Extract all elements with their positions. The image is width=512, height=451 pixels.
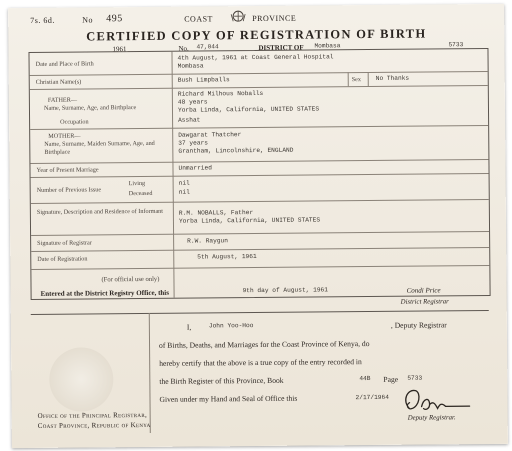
mother-name: Dawgarat Thatcher [178,131,242,139]
condi-price: Condi Price [406,286,441,295]
marriage-label: Year of Present Marriage [36,166,99,174]
mother-age: 37 years [178,139,209,147]
official-use-note: (For official use only) [101,275,160,284]
office-line-1: Office of the Principal Registrar, [37,410,148,420]
living-value: nil [178,179,190,187]
year: 1961 [112,45,127,54]
informant-label: Signature, Description and Residence of Informant [36,207,164,216]
document-title: CERTIFIED COPY OF REGISTRATION OF BIRTH [86,26,427,44]
form-fee: 7s. 6d. [30,15,55,25]
deceased-label: Deceased [128,189,153,198]
deceased-value: nil [178,188,190,196]
occupation-label: Occupation [60,118,89,126]
mother-label: Name, Surname, Maiden Surname, Age, and Birthplace [44,139,155,156]
occupation-value: Asshat [178,116,201,124]
cert-line-5: Given under my Hand and Seal of Office this [159,393,298,404]
date-place-value-2: Mombasa [177,62,204,70]
cert-line-4: the Birth Register of this Province, Book [159,375,284,386]
serial-number: 495 [106,13,123,25]
mother-heading: MOTHER— [48,132,81,140]
page-label: Page [383,374,399,384]
birth-certificate [8,4,508,448]
book-number: 44B [359,375,371,383]
entry-number: 47,044 [196,43,219,51]
given-date: 2/17/1964 [355,393,389,402]
father-heading: FATHER— [47,96,78,104]
divider [31,310,489,315]
informant-value: R.M. NOBALLS, Father [178,209,254,217]
district-registrar-label: District Registrar [400,298,449,306]
father-label: Name, Surname, Age, and Birthplace [43,104,137,112]
serial-prefix: No [82,15,94,25]
entered-text: Entered at the District Registry Office, this [40,288,169,298]
living-label: Living [128,179,146,188]
mother-birthplace: Grantham, Lincolnshire, ENGLAND [178,146,294,155]
registrar-value: R.W. Raygun [187,237,229,245]
deputy-signature [399,382,471,417]
sex-label: Sex [351,76,362,84]
sex-value: No Thanks [375,74,410,82]
registration-date-value: 5th August, 1961 [197,253,257,261]
marriage-value: Unmarried [178,164,212,172]
date-place-label: Date and Place of Birth [35,60,94,68]
district-name: Mombasa [314,42,341,50]
no-label: No. [178,44,189,53]
registration-table [28,48,490,300]
deputy-registrar-label: Deputy Registrar. [407,414,456,422]
cert-deputy: , Deputy Registrar [390,320,447,330]
cert-line-3: hereby certify that the above is a true copy of the entry recorded in [159,357,362,368]
district-code: 5733 [448,41,464,49]
cert-i: I, [186,322,192,332]
cert-line-2: of Births, Deaths, and Marriages for the Coast Province of Kenya, do [158,339,370,350]
page-number: 5733 [407,374,423,382]
entered-date: 9th day of August, 1961 [242,286,328,295]
district-label: DISTRICT OF [258,43,304,52]
issue-label: Number of Previous Issue [36,186,102,194]
header-coast: COAST [184,14,213,24]
office-line-2: Coast Province, Republic of Kenya [37,420,151,430]
date-place-value: 4th August, 1961 at Coast General Hospital [177,53,334,62]
christian-name-label: Christian Name(s) [35,78,82,86]
deputy-name: John Yoo-Hoo [208,322,254,330]
registration-date-label: Date of Registration [37,255,88,263]
informant-residence: Yorba Linda, California, UNITED STATES [178,216,321,225]
coat-of-arms-icon [230,8,246,24]
header-province: PROVINCE [252,13,297,24]
father-name: Richard Milhous Noballs [177,89,264,98]
father-age: 48 years [177,98,208,106]
registrar-label: Signature of Registrar [37,239,92,247]
embossed-seal [49,347,114,412]
father-birthplace: Yorba Linda, California, UNITED STATES [177,105,320,114]
vertical-divider [149,313,151,433]
christian-name-value: Bush Limpballs [177,76,230,84]
